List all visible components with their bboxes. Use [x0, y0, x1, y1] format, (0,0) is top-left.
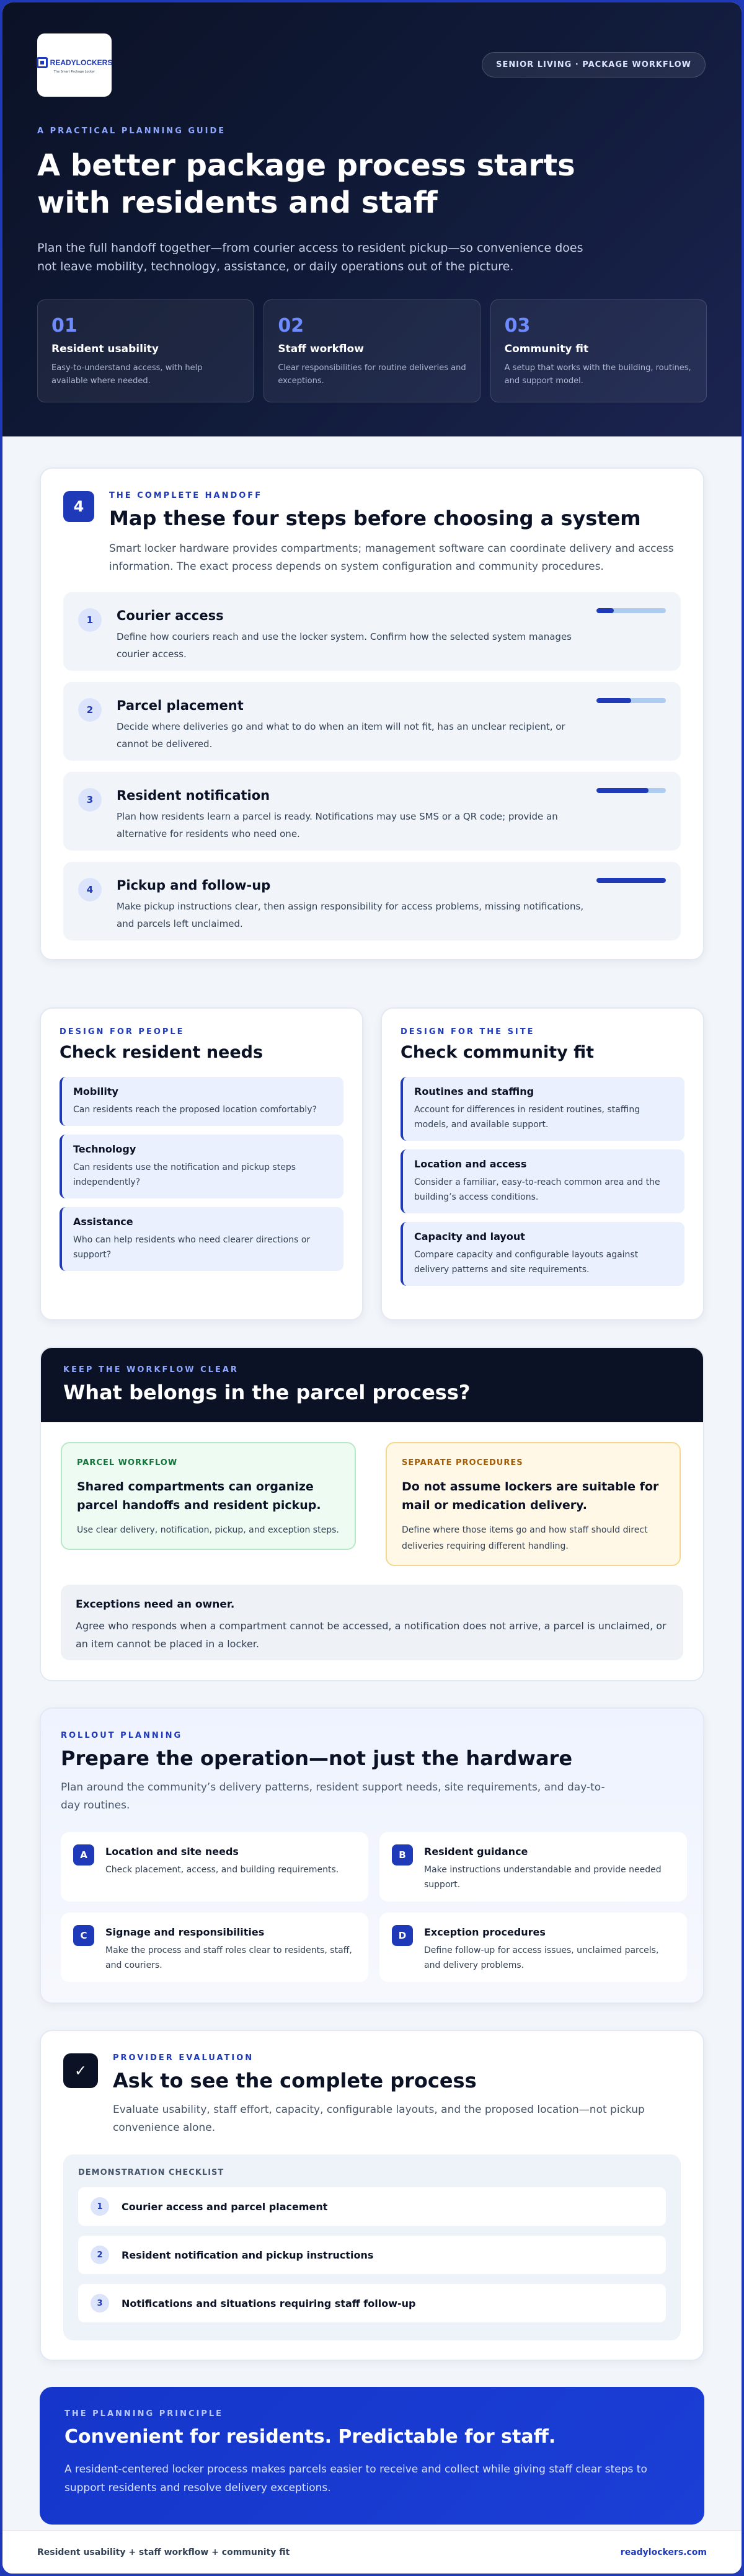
step-progress-fill	[596, 788, 649, 793]
rollout-grid	[61, 1832, 683, 1982]
demo-number: 2	[91, 2246, 109, 2264]
steps-header	[63, 491, 681, 576]
need-title: Technology	[73, 1143, 136, 1155]
fit-item-location	[401, 1149, 684, 1213]
rollout-item-location	[61, 1832, 368, 1901]
hero-card-text: Clear responsibilities for routine deliveries and exceptions.	[278, 363, 466, 386]
principle-eyebrow: THE PLANNING PRINCIPLE	[64, 2409, 224, 2419]
step-progress-bar	[596, 788, 666, 793]
parcel-workflow-box	[61, 1442, 356, 1550]
hero-card-staff-workflow	[264, 299, 480, 402]
rollout-item-title: Location and site needs	[105, 1846, 239, 1857]
rollout-item-text: Define follow-up for access issues, unclaimed parcels, and delivery problems.	[424, 1945, 659, 1970]
company-logo[interactable]	[37, 33, 112, 97]
step-resident-notification	[63, 772, 681, 851]
footer-summary: Resident usability + staff workflow + community fit	[37, 2547, 290, 2557]
provider-heading-group	[113, 2053, 658, 2137]
need-text: Can residents use the notification and pickup steps independently?	[73, 1162, 296, 1187]
rollout-item-exceptions	[379, 1913, 687, 1982]
parcel-process-card	[40, 1347, 704, 1681]
principle-text: A resident-centered locker process makes parcels easier to receive and collect while giving staff clear steps to support residents and resolve delivery exceptions.	[64, 2463, 647, 2494]
exceptions-owner-box	[61, 1585, 683, 1660]
step-number: 1	[78, 608, 102, 632]
principle-title: Convenient for residents. Predictable for staff.	[64, 2426, 556, 2448]
separate-procedures-text: Define where those items go and how staff should direct deliveries requiring different handling.	[402, 1525, 648, 1551]
step-body	[117, 786, 588, 837]
step-text: Plan how residents learn a parcel is ready. Notifications may use SMS or a QR code; provide an alternative for residents who need one.	[117, 811, 558, 839]
step-body	[117, 875, 588, 927]
fit-title: Capacity and layout	[414, 1231, 525, 1242]
need-text: Can residents reach the proposed location comfortably?	[73, 1105, 317, 1115]
step-title: Resident notification	[117, 788, 270, 803]
rollout-body	[105, 1925, 356, 1970]
workflow-title: What belongs in the parcel process?	[63, 1381, 471, 1404]
rollout-letter: A	[73, 1844, 94, 1866]
hero-eyebrow: A PRACTICAL PLANNING GUIDE	[37, 126, 226, 136]
handoff-steps-card	[40, 467, 704, 960]
need-text: Who can help residents who need clearer directions or support?	[73, 1235, 311, 1260]
demo-item	[78, 2187, 666, 2226]
demonstration-checklist	[63, 2154, 681, 2340]
step-title: Parcel placement	[117, 698, 244, 713]
hero-card-text: Easy-to-understand access, with help available where needed.	[51, 363, 203, 386]
workflow-row	[61, 1442, 683, 1566]
rollout-title: Prepare the operation—not just the hardware	[61, 1746, 573, 1770]
hero-card-resident-usability	[37, 299, 254, 402]
rollout-item-text: Make the process and staff roles clear to residents, staff, and couriers.	[105, 1945, 352, 1970]
footer-website-link[interactable]: readylockers.com	[620, 2547, 707, 2557]
fit-title: Location and access	[414, 1158, 527, 1170]
checkmark-icon: ✓	[63, 2053, 98, 2088]
step-courier-access	[63, 592, 681, 671]
step-progress-bar	[596, 698, 666, 703]
rollout-item-title: Signage and responsibilities	[105, 1926, 265, 1938]
fit-item-routines	[401, 1077, 684, 1141]
hero-section	[2, 2, 742, 436]
hero-card-title: Community fit	[504, 343, 589, 355]
step-number: 4	[78, 878, 102, 901]
step-body	[117, 696, 588, 750]
community-fit-card	[381, 1007, 704, 1321]
steps-count-badge: 4	[63, 491, 94, 522]
needs-columns	[40, 1007, 704, 1321]
exceptions-owner-text: Agree who responds when a compartment cannot be accessed, a notification does not arrive, a parcel is unclaimed, or an item cannot be placed in a locker.	[76, 1620, 666, 1650]
provider-description: Evaluate usability, staff effort, capacity, configurable layouts, and the proposed location—not pickup convenience alone.	[113, 2104, 645, 2134]
exceptions-owner-title: Exceptions need an owner.	[76, 1598, 235, 1611]
logo-tagline: The Smart Package Locker	[53, 69, 95, 74]
hero-subtitle: Plan the full handoff together—from courier access to resident pickup—so convenience does not leave mobility, technology, assistance, or daily operations out of the picture.	[37, 241, 583, 273]
demo-number: 3	[91, 2294, 109, 2313]
workflow-eyebrow: KEEP THE WORKFLOW CLEAR	[63, 1365, 239, 1374]
rollout-letter: D	[392, 1925, 413, 1946]
rollout-item-signage	[61, 1913, 368, 1982]
step-progress-bar	[596, 878, 666, 883]
demo-item	[78, 2284, 666, 2322]
parcel-workflow-label: PARCEL WORKFLOW	[77, 1458, 178, 1467]
provider-title: Ask to see the complete process	[113, 2069, 477, 2092]
fit-text: Compare capacity and configurable layouts against delivery patterns and site requirements.	[414, 1250, 639, 1275]
community-fit-list	[401, 1077, 684, 1286]
need-title: Mobility	[73, 1086, 118, 1097]
rollout-item-title: Exception procedures	[424, 1926, 546, 1938]
step-title: Courier access	[117, 608, 224, 623]
fit-text: Consider a familiar, easy-to-reach common area and the building’s access conditions.	[414, 1177, 660, 1202]
rollout-body	[424, 1844, 675, 1889]
step-progress-fill	[596, 878, 666, 883]
hero-card-text: A setup that works with the building, routines, and support model.	[504, 363, 691, 386]
rollout-item-text: Make instructions understandable and provide needed support.	[424, 1865, 662, 1890]
rollout-body	[105, 1844, 339, 1889]
step-number: 3	[78, 788, 102, 812]
rollout-letter: C	[73, 1925, 94, 1946]
demo-text: Resident notification and pickup instructions	[122, 2249, 374, 2261]
need-item-assistance	[60, 1207, 343, 1271]
rollout-item-guidance	[379, 1832, 687, 1901]
steps-eyebrow: THE COMPLETE HANDOFF	[109, 491, 263, 500]
provider-header	[63, 2053, 681, 2137]
need-item-mobility	[60, 1077, 343, 1126]
step-text: Decide where deliveries go and what to do when an item will not fit, has an unclear recipient, or cannot be delivered.	[117, 721, 565, 750]
fit-text: Account for differences in resident routines, staffing models, and available support.	[414, 1105, 640, 1130]
locker-icon	[37, 57, 48, 68]
parcel-workflow-title: Shared compartments can organize parcel handoffs and resident pickup.	[77, 1480, 321, 1512]
rollout-item-title: Resident guidance	[424, 1846, 528, 1857]
people-title: Check resident needs	[60, 1043, 264, 1062]
rollout-letter: B	[392, 1844, 413, 1866]
steps-title: Map these four steps before choosing a system	[109, 507, 641, 530]
fit-item-capacity	[401, 1222, 684, 1286]
hero-card-number: 01	[51, 315, 78, 337]
step-title: Pickup and follow-up	[117, 878, 271, 893]
hero-card-number: 03	[504, 315, 531, 337]
logo-wordmark: READYLOCKERS	[50, 58, 113, 67]
steps-description: Smart locker hardware provides compartments; management software can coordinate delivery and access information. The exact process depends on system configuration and community procedures.	[109, 542, 674, 573]
hero-card-title: Staff workflow	[278, 343, 364, 355]
category-pill: SENIOR LIVING · PACKAGE WORKFLOW	[482, 52, 706, 77]
separate-procedures-box	[386, 1442, 681, 1566]
demo-text: Notifications and situations requiring staff follow-up	[122, 2297, 416, 2309]
step-text: Define how couriers reach and use the locker system. Confirm how the selected system manages courier access.	[117, 631, 572, 660]
parcel-workflow-text: Use clear delivery, notification, pickup, and exception steps.	[77, 1525, 339, 1535]
step-progress-fill	[596, 608, 614, 613]
people-eyebrow: DESIGN FOR PEOPLE	[60, 1027, 185, 1037]
planning-principle-banner	[40, 2387, 704, 2525]
hero-cards	[37, 299, 707, 402]
step-progress-fill	[596, 698, 631, 703]
rollout-eyebrow: ROLLOUT PLANNING	[61, 1731, 183, 1740]
workflow-body	[41, 1422, 703, 1680]
page-title: A better package process starts with residents and staff	[37, 148, 575, 220]
step-progress-bar	[596, 608, 666, 613]
step-pickup-follow-up	[63, 862, 681, 941]
separate-procedures-title: Do not assume lockers are suitable for mail or medication delivery.	[402, 1480, 659, 1512]
demo-item	[78, 2236, 666, 2274]
fit-title: Routines and staffing	[414, 1086, 534, 1097]
demo-text: Courier access and parcel placement	[122, 2200, 328, 2213]
hero-card-number: 02	[278, 315, 304, 337]
rollout-body	[424, 1925, 675, 1970]
step-number: 2	[78, 698, 102, 722]
provider-evaluation-card	[40, 2030, 704, 2361]
resident-needs-list	[60, 1077, 343, 1271]
logo-mark	[37, 57, 113, 68]
workflow-header	[41, 1348, 703, 1422]
separate-procedures-label: SEPARATE PROCEDURES	[402, 1458, 523, 1467]
step-list	[63, 592, 681, 941]
steps-heading-group	[109, 491, 686, 576]
need-title: Assistance	[73, 1216, 133, 1228]
need-item-technology	[60, 1135, 343, 1198]
site-eyebrow: DESIGN FOR THE SITE	[401, 1027, 535, 1037]
hero-card-title: Resident usability	[51, 343, 159, 355]
step-parcel-placement	[63, 682, 681, 761]
footer	[2, 2530, 742, 2574]
rollout-description: Plan around the community’s delivery patterns, resident support needs, site requirements, and day-to-day routines.	[61, 1781, 605, 1812]
hero-card-community-fit	[490, 299, 707, 402]
resident-needs-card	[40, 1007, 363, 1321]
rollout-planning-card	[40, 1707, 704, 2004]
step-text: Make pickup instructions clear, then assign responsibility for access problems, missing notifications, and parcels left unclaimed.	[117, 901, 584, 929]
demo-number: 1	[91, 2197, 109, 2216]
rollout-item-text: Check placement, access, and building requirements.	[105, 1865, 339, 1875]
provider-eyebrow: PROVIDER EVALUATION	[113, 2053, 254, 2063]
site-title: Check community fit	[401, 1043, 595, 1062]
step-body	[117, 606, 588, 660]
demo-label: DEMONSTRATION CHECKLIST	[78, 2168, 224, 2177]
